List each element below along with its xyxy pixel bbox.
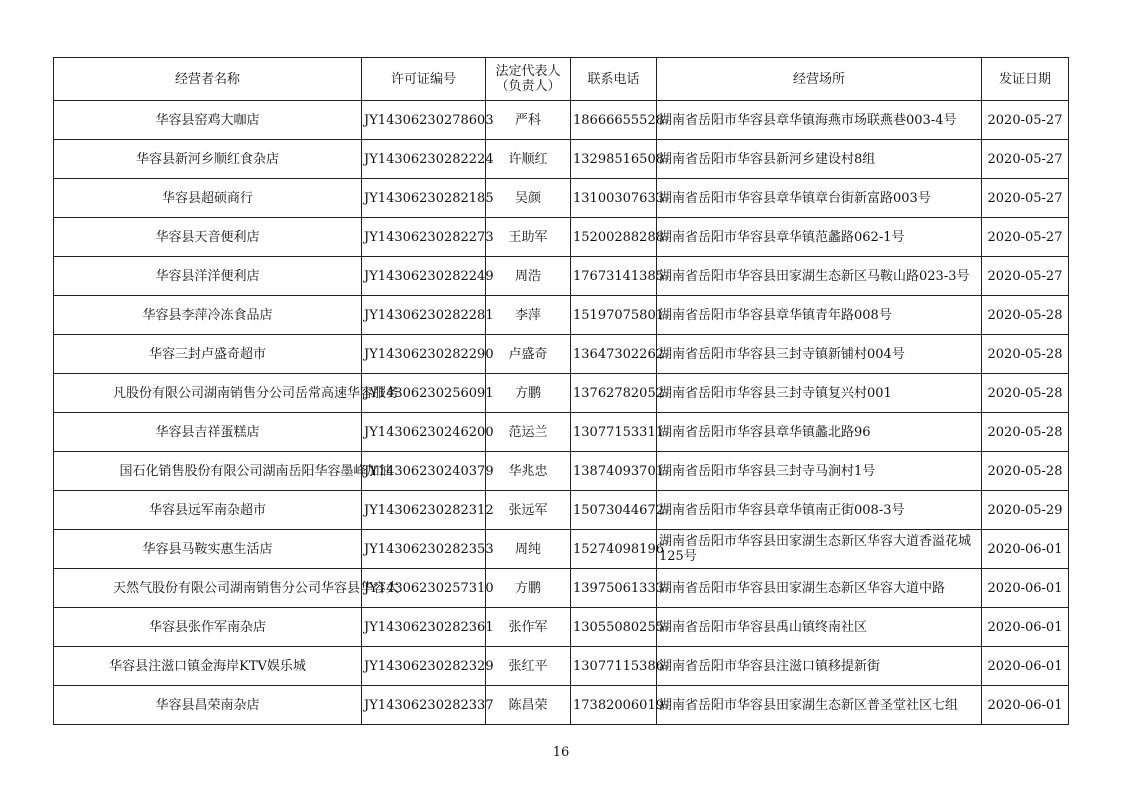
table-row [54,491,1069,530]
table-row [54,218,1069,257]
operator-name: 华容县超硕商行 [161,190,253,206]
cell-phone: 17673141385 [571,257,657,296]
cell-name [54,218,362,257]
page-number: 16 [552,745,570,760]
cell-license: JY14306230282185 [362,179,486,218]
operator-name: 华容县吉祥蛋糕店 [155,424,260,440]
cell-rep: 周浩 [486,257,571,296]
cell-rep: 张红平 [486,647,571,686]
cell-address: 湖南省岳阳市华容县三封寺马涧村1号 [657,452,982,491]
cell-date: 2020-05-27 [982,140,1069,179]
cell-address: 湖南省岳阳市华容县章华镇南正街008-3号 [657,491,982,530]
cell-address: 湖南省岳阳市华容县三封寺镇复兴村001 [657,374,982,413]
cell-name [54,140,362,179]
cell-date: 2020-05-27 [982,257,1069,296]
cell-date: 2020-05-27 [982,179,1069,218]
table-header-row [54,58,1069,101]
table-row [54,101,1069,140]
cell-address: 湖南省岳阳市华容县章华镇青年路008号 [657,296,982,335]
cell-phone: 13055080255 [571,608,657,647]
cell-name [54,335,362,374]
cell-date: 2020-05-27 [982,218,1069,257]
cell-phone: 15274098196 [571,530,657,569]
cell-rep: 严科 [486,101,571,140]
table-row [54,647,1069,686]
operator-name: 华容县窑鸡大咖店 [155,112,260,128]
cell-date: 2020-05-28 [982,413,1069,452]
cell-rep: 周纯 [486,530,571,569]
operator-name: 华容县李萍冷冻食品店 [142,307,273,323]
cell-address: 湖南省岳阳市华容县章华镇蠡北路96 [657,413,982,452]
table-row [54,608,1069,647]
cell-rep: 范运兰 [486,413,571,452]
cell-name [54,569,399,608]
cell-rep: 张远军 [486,491,571,530]
cell-rep: 方鹏 [486,374,571,413]
cell-license: JY14306230282224 [362,140,486,179]
cell-phone: 15073044672 [571,491,657,530]
cell-license: JY14306230240379 [362,452,486,491]
cell-license: JY14306230282249 [362,257,486,296]
cell-rep: 李萍 [486,296,571,335]
cell-name [54,686,362,725]
cell-rep: 王助军 [486,218,571,257]
operator-name: 华容县洋洋便利店 [155,268,260,284]
table-row [54,296,1069,335]
cell-name [54,530,362,569]
cell-address: 湖南省岳阳市华容县禹山镇终南社区 [657,608,982,647]
cell-name [54,296,362,335]
cell-date: 2020-06-01 [982,608,1069,647]
cell-license: JY14306230282361 [362,608,486,647]
cell-address: 湖南省岳阳市华容县三封寺镇新铺村004号 [657,335,982,374]
cell-phone: 13100307633 [571,179,657,218]
operator-name: 华容三封卢盛奇超市 [148,346,266,362]
cell-license: JY14306230257310 [362,569,486,608]
cell-rep: 卢盛奇 [486,335,571,374]
cell-phone: 13077115386 [571,647,657,686]
cell-address: 湖南省岳阳市华容县章华镇海燕市场联燕巷003-4号 [657,101,982,140]
cell-date: 2020-05-27 [982,101,1069,140]
cell-date: 2020-05-28 [982,452,1069,491]
table-row [54,530,1069,569]
cell-license: JY14306230282281 [362,296,486,335]
cell-address: 湖南省岳阳市华容县新河乡建设村8组 [657,140,982,179]
license-table [53,57,1069,725]
cell-rep: 许顺红 [486,140,571,179]
table-row [54,257,1069,296]
cell-rep: 陈昌荣 [486,686,571,725]
table-row [54,179,1069,218]
cell-name [54,647,362,686]
cell-name [54,608,362,647]
cell-license: JY14306230278603 [362,101,486,140]
cell-phone: 13762782052 [571,374,657,413]
cell-date: 2020-05-28 [982,296,1069,335]
cell-name [54,374,399,413]
cell-license: JY14306230282273 [362,218,486,257]
cell-rep: 吴颜 [486,179,571,218]
operator-name: 国石化销售股份有限公司湖南岳阳华容墨峰加油 [119,463,393,479]
cell-phone: 13874093701 [571,452,657,491]
cell-rep: 张作军 [486,608,571,647]
table-row [54,140,1069,179]
cell-date: 2020-06-01 [982,569,1069,608]
header-name: 经营者名称 [54,58,362,101]
table-row [54,413,1069,452]
cell-date: 2020-06-01 [982,647,1069,686]
cell-name [54,179,362,218]
operator-name: 华容县注滋口镇金海岸KTV娱乐城 [109,658,306,674]
cell-license: JY14306230282290 [362,335,486,374]
cell-date: 2020-06-01 [982,686,1069,725]
operator-name: 华容县张作军南杂店 [148,619,266,635]
cell-license: JY14306230282312 [362,491,486,530]
cell-address: 湖南省岳阳市华容县田家湖生态新区马鞍山路023-3号 [657,257,982,296]
header-license: 许可证编号 [362,58,486,101]
header-address: 经营场所 [657,58,982,101]
cell-license: JY14306230282353 [362,530,486,569]
cell-address: 湖南省岳阳市华容县注滋口镇移提新街 [657,647,982,686]
cell-phone: 13647302262 [571,335,657,374]
cell-address: 湖南省岳阳市华容县田家湖生态新区华容大道中路 [657,569,982,608]
table-row [54,569,1069,608]
cell-address: 湖南省岳阳市华容县田家湖生态新区普圣堂社区七组 [657,686,982,725]
operator-name: 华容县马鞍实惠生活店 [142,541,273,557]
operator-name: 凡股份有限公司湖南销售分公司岳常高速华容服务 [112,385,399,401]
cell-phone: 15200288288 [571,218,657,257]
table-row [54,335,1069,374]
operator-name: 华容县昌荣南杂店 [155,697,260,713]
cell-phone: 15197075801 [571,296,657,335]
cell-rep: 华兆忠 [486,452,571,491]
cell-name [54,101,362,140]
table-row [54,374,1069,413]
cell-phone: 17382006019 [571,686,657,725]
operator-name: 华容县天音便利店 [155,229,260,245]
cell-address: 湖南省岳阳市华容县章华镇范蠡路062-1号 [657,218,982,257]
cell-date: 2020-05-29 [982,491,1069,530]
cell-date: 2020-06-01 [982,530,1069,569]
header-rep: 法定代表人 （负责人） [486,58,571,101]
cell-name [54,257,362,296]
cell-license: JY14306230282337 [362,686,486,725]
cell-phone: 13077153311 [571,413,657,452]
cell-name [54,413,362,452]
cell-license: JY14306230256091 [362,374,486,413]
table-row [54,452,1069,491]
cell-name [54,452,393,491]
cell-address: 湖南省岳阳市华容县田家湖生态新区华容大道香溢花城125号 [657,530,982,569]
cell-date: 2020-05-28 [982,335,1069,374]
header-date: 发证日期 [982,58,1069,101]
operator-name: 天然气股份有限公司湖南销售分公司华容县华容大 [112,580,399,596]
cell-rep: 方鹏 [486,569,571,608]
cell-license: JY14306230246200 [362,413,486,452]
cell-license: JY14306230282329 [362,647,486,686]
cell-phone: 18666655528 [571,101,657,140]
cell-phone: 13298516508 [571,140,657,179]
cell-phone: 13975061333 [571,569,657,608]
header-phone: 联系电话 [571,58,657,101]
cell-address: 湖南省岳阳市华容县章华镇章台街新富路003号 [657,179,982,218]
cell-date: 2020-05-28 [982,374,1069,413]
cell-name [54,491,362,530]
table-row [54,686,1069,725]
operator-name: 华容县新河乡顺红食杂店 [135,151,279,167]
operator-name: 华容县远军南杂超市 [148,502,266,518]
